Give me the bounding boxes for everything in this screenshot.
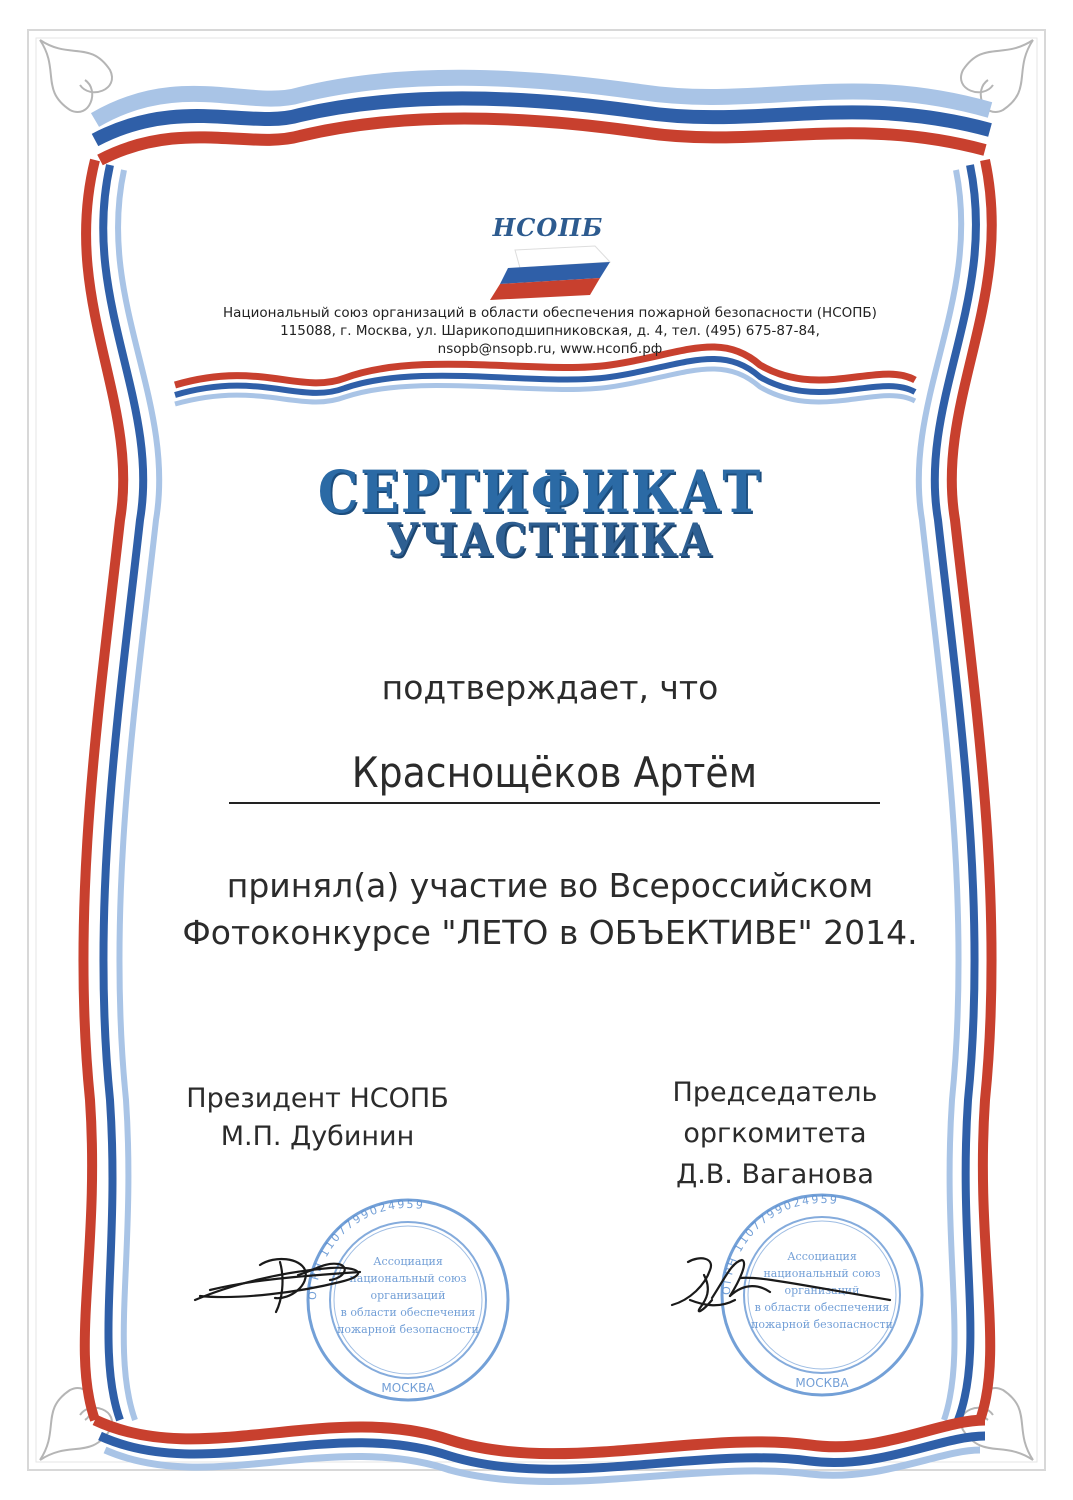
stamp-right-line-4: в области обеспечения [754, 1301, 890, 1314]
stamp-right-line-5: пожарной безопасности [751, 1318, 893, 1331]
stamp-left-line-5: пожарной безопасности [337, 1323, 479, 1336]
organization-contacts: nsopb@nsopb.ru, www.нсопб.рф [437, 341, 663, 357]
certificate-title: СЕРТИФИКАТ [317, 458, 763, 526]
right-signatory-title-1: Председатель [672, 1077, 878, 1108]
stamp-left-line-1: Ассоциация [373, 1255, 443, 1268]
confirms-text: подтверждает, что [381, 668, 719, 707]
stamp-left-line-4: в области обеспечения [340, 1306, 476, 1319]
organization-name: Национальный союз организаций в области обеспечения пожарной безопасности (НСОПБ) [223, 305, 877, 321]
organization-address: 115088, г. Москва, ул. Шарикоподшипниковская, д. 4, тел. (495) 675-87-84, [280, 323, 820, 339]
recipient-name: Краснощёков Артём [351, 748, 758, 797]
right-signatory-name: Д.В. Ваганова [676, 1159, 874, 1190]
stamp-left-city: МОСКВА [381, 1381, 435, 1395]
stamp-left-line-3: организаций [370, 1289, 446, 1302]
stamp-right-line-3: организаций [784, 1284, 860, 1297]
participation-line-2: Фотоконкурсе "ЛЕТО в ОБЪЕКТИВЕ" 2014. [182, 913, 918, 952]
stamp-right-line-2: национальный союз [763, 1267, 881, 1280]
certificate-subtitle: УЧАСТНИКА [386, 513, 714, 567]
participation-line-1: принял(а) участие во Всероссийском [226, 866, 874, 905]
left-signatory-title: Президент НСОПБ [186, 1083, 449, 1114]
logo-text: НСОПБ [492, 213, 604, 242]
right-signatory-title-2: оргкомитета [683, 1118, 867, 1149]
stamp-right-city: МОСКВА [795, 1376, 849, 1390]
stamp-left-line-2: национальный союз [349, 1272, 467, 1285]
left-signatory-name: М.П. Дубинин [220, 1121, 415, 1152]
stamp-left-ring-text: ОГРН 1107799024959 [305, 1197, 426, 1301]
stamp-right-line-1: Ассоциация [787, 1250, 857, 1263]
stamp-right-ring-text: ОГРН 1107799024959 [719, 1192, 840, 1296]
